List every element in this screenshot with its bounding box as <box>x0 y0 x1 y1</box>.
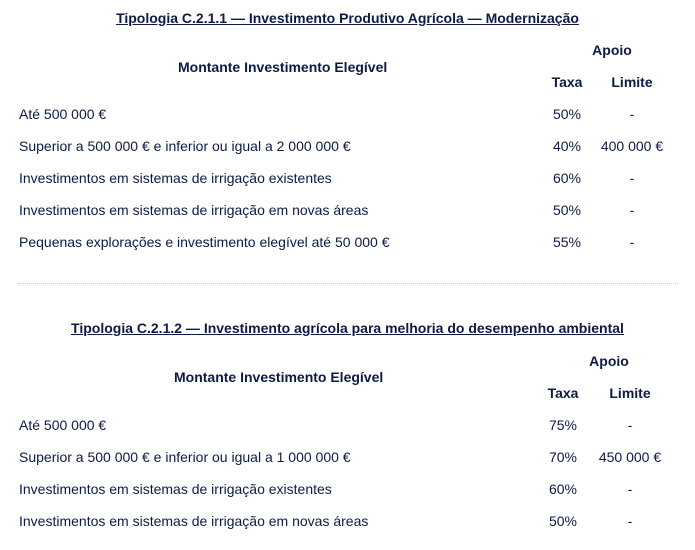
column-header-apoio: Apoio <box>592 42 632 58</box>
row-label: Até 500 000 € <box>19 106 107 122</box>
row-taxa: 60% <box>552 170 582 186</box>
row-limite: - <box>627 481 633 497</box>
row-limite: 450 000 € <box>598 449 662 465</box>
row-label: Investimentos em sistemas de irrigação existentes <box>19 170 332 186</box>
row-taxa: 50% <box>552 106 582 122</box>
table-row <box>0 481 695 501</box>
row-limite: - <box>627 513 633 529</box>
table-row <box>0 513 695 533</box>
row-limite: 400 000 € <box>600 138 664 154</box>
row-limite: - <box>627 417 633 433</box>
row-label: Superior a 500 000 € e inferior ou igual a 1 000 000 € <box>19 449 351 465</box>
column-header-taxa: Taxa <box>547 385 579 401</box>
table-row <box>0 234 695 254</box>
row-label: Até 500 000 € <box>19 417 107 433</box>
row-taxa: 55% <box>552 234 582 250</box>
column-header-limite: Limite <box>609 385 651 401</box>
section-title: Tipologia C.2.1.1 — Investimento Produtivo Agrícola — Modernização <box>116 10 579 26</box>
row-label: Investimentos em sistemas de irrigação em novas áreas <box>19 513 369 529</box>
column-header-apoio: Apoio <box>589 353 629 369</box>
table-row <box>0 449 695 469</box>
column-header-montante: Montante Investimento Elegível <box>178 59 388 75</box>
row-taxa: 75% <box>548 417 578 433</box>
row-label: Superior a 500 000 € e inferior ou igual a 2 000 000 € <box>19 138 351 154</box>
table-row <box>0 138 695 158</box>
row-label: Pequenas explorações e investimento elegível até 50 000 € <box>19 234 390 250</box>
row-limite: - <box>629 170 635 186</box>
column-header-limite: Limite <box>611 74 653 90</box>
row-limite: - <box>629 202 635 218</box>
row-taxa: 60% <box>548 481 578 497</box>
row-taxa: 50% <box>548 513 578 529</box>
row-label: Investimentos em sistemas de irrigação em novas áreas <box>19 202 369 218</box>
column-header-taxa: Taxa <box>551 74 583 90</box>
table-row <box>0 106 695 126</box>
row-taxa: 40% <box>552 138 582 154</box>
row-taxa: 70% <box>548 449 578 465</box>
row-taxa: 50% <box>552 202 582 218</box>
column-header-montante: Montante Investimento Elegível <box>174 369 384 385</box>
row-limite: - <box>629 106 635 122</box>
row-label: Investimentos em sistemas de irrigação existentes <box>19 481 332 497</box>
section-divider <box>18 283 678 284</box>
table-row <box>0 417 695 437</box>
table-row <box>0 202 695 222</box>
table-row <box>0 170 695 190</box>
row-limite: - <box>629 234 635 250</box>
section-title: Tipologia C.2.1.2 — Investimento agrícola para melhoria do desempenho ambiental <box>71 320 624 336</box>
